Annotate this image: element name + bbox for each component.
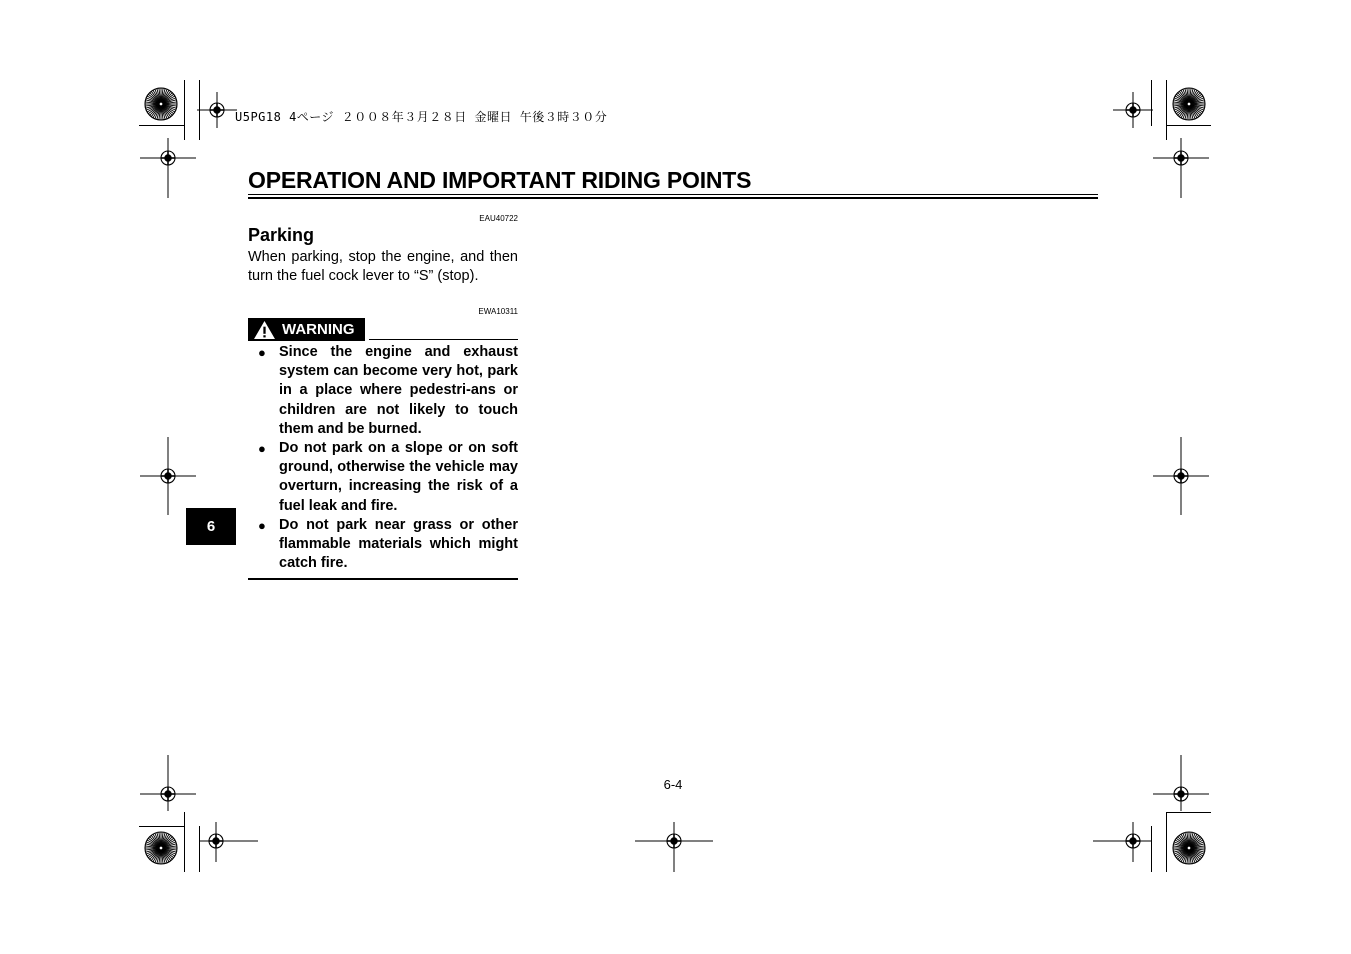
crop-mark [1166,80,1167,140]
registration-starburst-icon [1172,831,1206,865]
crop-mark [1166,812,1167,872]
print-job-header: U5PG18 4ページ ２００８年３月２８日 金曜日 午後３時３０分 [235,110,608,124]
crosshair-register-icon [1153,755,1209,811]
list-item [258,516,518,574]
crop-mark [1166,125,1211,126]
title-divider [248,194,1098,195]
page-title: OPERATION AND IMPORTANT RIDING POINTS [248,167,752,193]
crop-mark [1151,826,1152,872]
crosshair-register-icon [140,437,196,515]
crop-mark [184,80,185,140]
bullet-icon: ● [258,517,266,533]
warning-item-text: Since the engine and exhaust system can become very hot, park in a place where pedestri-ans or children are not likely to touch them and be burned. [279,344,518,437]
crop-mark [139,826,185,827]
warning-triangle-icon [253,320,276,340]
crosshair-register-icon [140,138,196,198]
registration-starburst-icon [144,87,178,121]
section-code: EAU40722 [479,214,518,223]
warning-divider [369,339,518,340]
list-item [258,439,518,516]
warning-bottom-divider [248,578,518,580]
list-item [258,343,518,439]
crop-mark [139,125,185,126]
crop-mark [184,812,185,872]
crosshair-register-icon [1113,92,1153,128]
crosshair-register-icon [197,92,237,128]
crop-mark [1166,812,1211,813]
crosshair-register-icon [635,822,713,872]
crosshair-register-icon [1153,437,1209,515]
registration-starburst-icon [1172,87,1206,121]
body-paragraph: When parking, stop the engine, and then turn the fuel cock lever to “S” (stop). [248,249,518,285]
crosshair-register-icon [140,755,196,811]
page-number: 6-4 [663,777,683,792]
warning-badge [248,318,365,341]
warning-label: WARNING [282,321,355,338]
warning-list [258,343,518,573]
crosshair-register-icon [1093,822,1151,862]
chapter-tab: 6 [186,508,236,545]
section-heading: Parking [248,225,315,245]
warning-item-text: Do not park near grass or other flammable materials which might catch fire. [279,516,518,572]
registration-starburst-icon [144,831,178,865]
bullet-icon: ● [258,345,266,360]
bullet-icon: ● [258,441,266,457]
warning-item-text: Do not park on a slope or on soft ground, otherwise the vehicle may overturn, increasing the risk of a fuel leak and fire. [279,440,518,514]
warning-code: EWA10311 [478,307,518,316]
crosshair-register-icon [1153,138,1209,198]
title-divider [248,197,1098,199]
crosshair-register-icon [200,822,258,862]
